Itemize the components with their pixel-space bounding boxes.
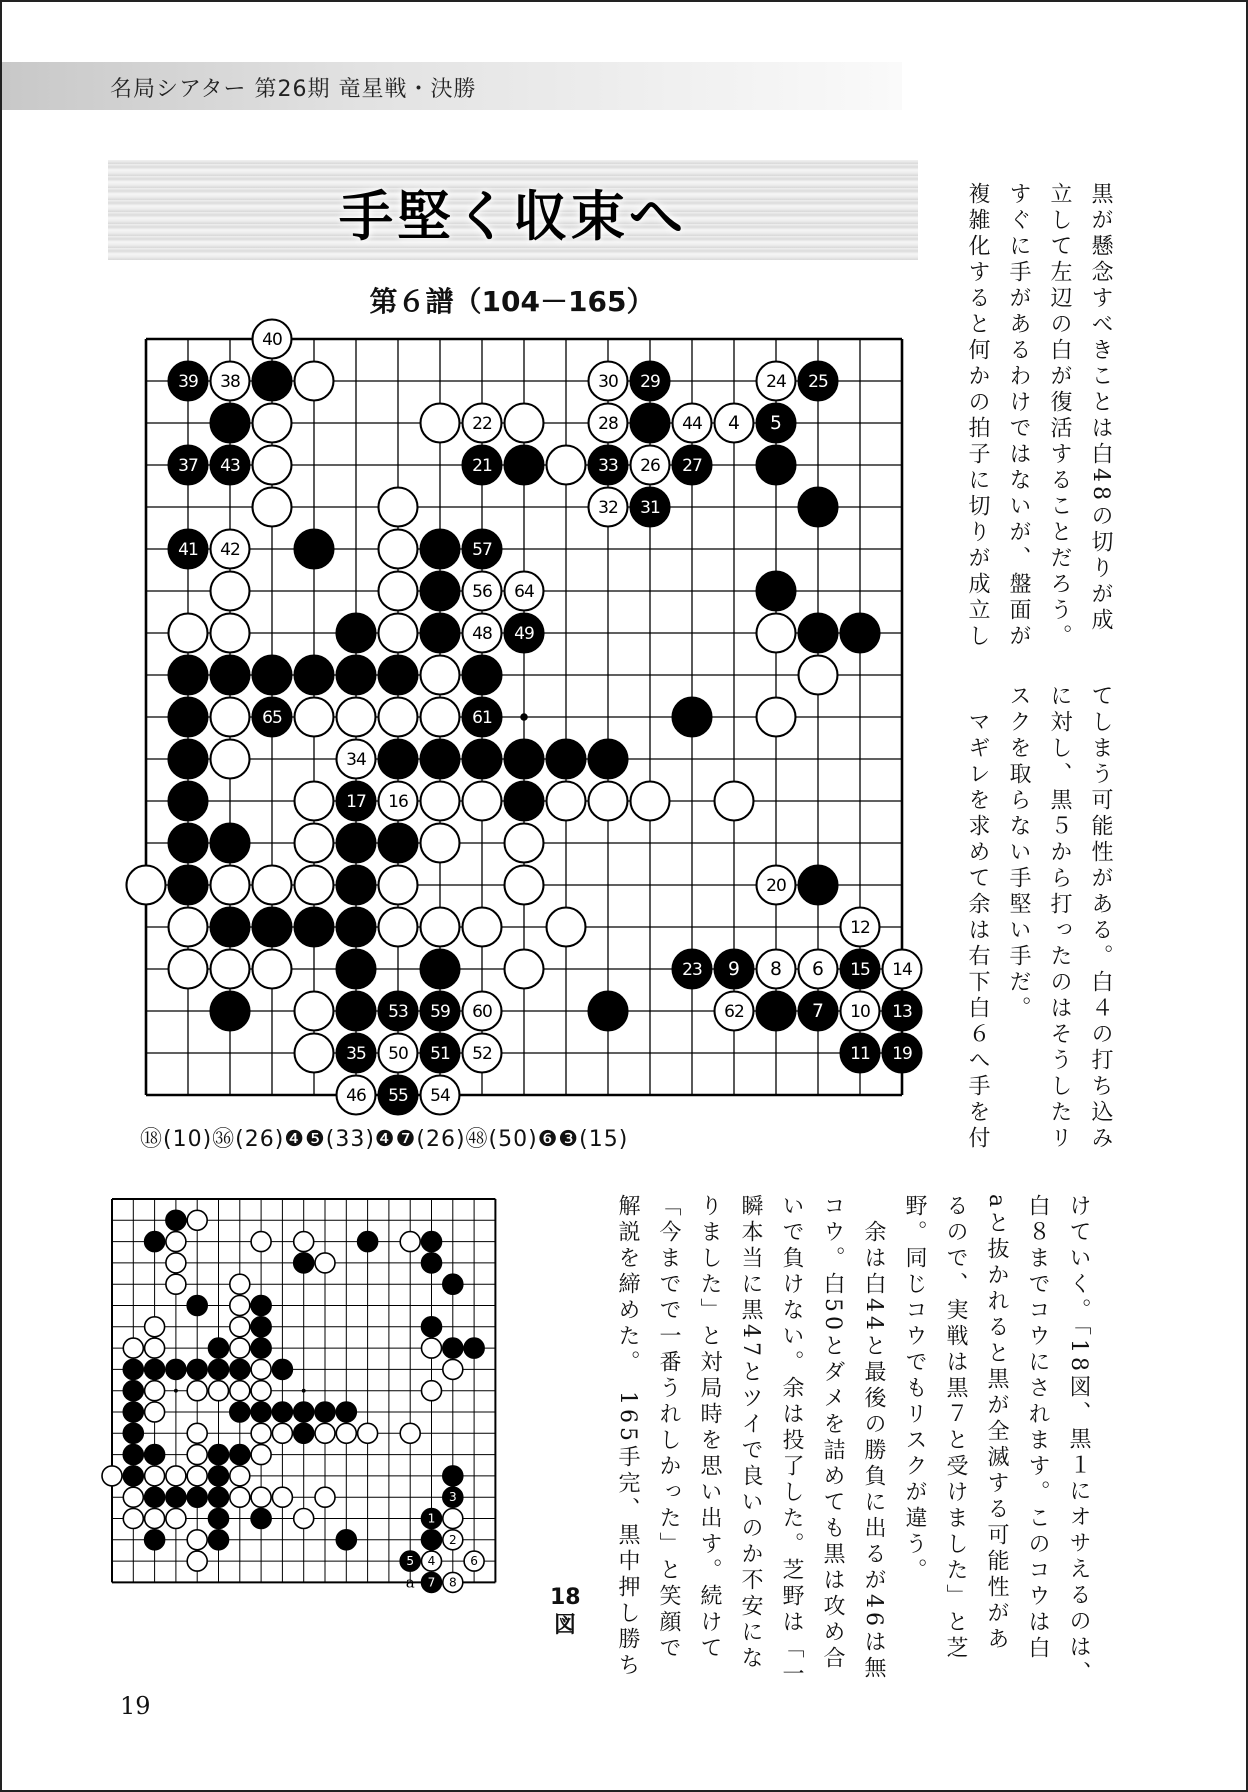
main-board-move-number: 43 xyxy=(220,456,240,477)
ref-board-white-stone xyxy=(230,1274,250,1294)
main-board-move-number: 15 xyxy=(850,960,870,981)
ref-board-black-stone xyxy=(209,1530,229,1550)
ref-board-white-stone xyxy=(145,1338,165,1358)
ref-board-black-stone xyxy=(123,1402,143,1422)
figure-18-label: 18図 xyxy=(550,1585,581,1638)
main-board-move-number: 41 xyxy=(178,540,198,561)
ref-board-white-stone xyxy=(336,1423,356,1443)
main-board-move-number: 51 xyxy=(430,1044,450,1065)
main-board-move-number: 19 xyxy=(892,1044,912,1065)
main-board-move-number: 23 xyxy=(682,960,702,981)
ref-board-white-stone xyxy=(230,1296,250,1316)
commentary-column-2: てしまう可能性がある。白４の打ち込み に対し、黒５から打ったのはそうしたリ スクを取らない手堅い手だ。 マギレを求めて余は右下白６へ手を付 xyxy=(965,684,1113,1152)
ref-board-white-stone xyxy=(230,1381,250,1401)
ref-board-black-stone xyxy=(123,1466,143,1486)
main-board-move-number: 57 xyxy=(472,540,492,561)
main-board-move-number: 9 xyxy=(728,959,740,981)
header-text: 名局シアター 第26期 竜星戦・決勝 xyxy=(110,77,477,102)
main-board-move-number: 38 xyxy=(220,372,240,393)
ref-board-white-stone xyxy=(251,1359,271,1379)
ref-board-black-stone xyxy=(145,1359,165,1379)
ref-board-star-point xyxy=(302,1389,306,1393)
section-title: 手堅く収束へ xyxy=(339,185,687,248)
ref-board-white-stone xyxy=(251,1232,271,1252)
ref-board-move-number: 7 xyxy=(427,1575,436,1590)
main-board-move-number: 61 xyxy=(472,708,492,729)
ref-board-move-number: 5 xyxy=(406,1554,415,1569)
ref-board-point-label: a xyxy=(405,1573,415,1592)
main-board-move-number: 22 xyxy=(472,414,492,435)
ref-board-white-stone xyxy=(102,1466,122,1486)
ref-board-black-stone xyxy=(145,1487,165,1507)
ref-board-white-stone xyxy=(187,1466,207,1486)
ref-board-white-stone xyxy=(443,1509,463,1529)
main-board-move-number: 46 xyxy=(346,1086,366,1107)
main-board-move-number: 56 xyxy=(472,582,492,603)
ref-board-white-stone xyxy=(251,1487,271,1507)
ref-board-black-stone xyxy=(209,1359,229,1379)
ref-board-white-stone xyxy=(166,1509,186,1529)
ref-board-move-number: 1 xyxy=(427,1511,436,1526)
main-board-move-number: 33 xyxy=(598,456,618,477)
caption-text: ⑱(10)㊱(26)❹❺(33)❹❼(26)㊽(50)❻❸(15) xyxy=(140,1127,629,1152)
ref-board-white-stone xyxy=(187,1445,207,1465)
ref-board-black-stone xyxy=(123,1423,143,1443)
ref-board-white-stone xyxy=(123,1338,143,1358)
ref-board-white-stone xyxy=(272,1487,292,1507)
ref-board-black-stone xyxy=(336,1402,356,1422)
main-board-move-number: 40 xyxy=(262,330,282,351)
ref-board-black-stone xyxy=(294,1423,314,1443)
ref-board-black-stone xyxy=(272,1359,292,1379)
ref-board-white-stone xyxy=(443,1359,463,1379)
main-board-move-number: 30 xyxy=(598,372,618,393)
ref-board-black-stone xyxy=(294,1402,314,1422)
main-board-move-number: 25 xyxy=(808,372,828,393)
main-board-move-number: 48 xyxy=(472,624,492,645)
ref-board-white-stone xyxy=(294,1232,314,1252)
ref-board-black-stone xyxy=(145,1232,165,1252)
main-board-move-number: 4 xyxy=(728,413,740,435)
commentary-column-3: けていく。「18図、黒１にオサえるのは、 白８までコウにされます。このコウは白 aと抜かれると黒が全滅する可能性があ るので、実戦は黒７と受けました」と芝 野。同じコウでもリスクが違う。 余は白44と最後の勝負に出るが46は無 コウ。白50とダメを詰めても黒は攻め合 いで負けない。余は投了した。芝野は「一 瞬本当に黒47とツイで良いのか不安にな りました」と対局時を思い出す。続けて 「今までで一番うれしかった」と笑顔で 解説を締めた。 165手完、黒中押し勝ち xyxy=(615,1194,1091,1688)
ref-board-black-stone xyxy=(315,1402,335,1422)
ref-board-white-stone xyxy=(230,1338,250,1358)
main-board-move-number: 49 xyxy=(514,624,534,645)
ref-board-black-stone xyxy=(422,1530,442,1550)
main-board-move-number: 11 xyxy=(850,1044,870,1065)
ref-board-white-stone xyxy=(400,1232,420,1252)
main-board-move-number: 44 xyxy=(682,414,702,435)
ref-board-black-stone xyxy=(443,1466,463,1486)
ref-board-black-stone xyxy=(230,1445,250,1465)
main-board-move-number: 28 xyxy=(598,414,618,435)
ref-board-black-stone xyxy=(464,1338,484,1358)
ref-board-black-stone xyxy=(336,1530,356,1550)
ref-board-white-stone xyxy=(400,1423,420,1443)
ref-board-black-stone xyxy=(209,1487,229,1507)
main-board-move-number: 24 xyxy=(766,372,786,393)
ref-board-black-stone xyxy=(209,1338,229,1358)
main-board-move-number: 10 xyxy=(850,1002,870,1023)
main-board-move-number: 17 xyxy=(346,792,366,813)
ref-board-white-stone xyxy=(230,1317,250,1337)
main-board-move-number: 62 xyxy=(724,1002,744,1023)
ref-board-white-stone xyxy=(230,1487,250,1507)
ref-board-black-stone xyxy=(422,1232,442,1252)
ref-board-white-stone xyxy=(145,1509,165,1529)
commentary-column-1: 黒が懸念すべきことは白48の切りが成 立して左辺の白が復活することだろう。 すぐに手があるわけではないが、盤面が 複雑化すると何かの拍子に切りが成立し xyxy=(965,182,1113,650)
ref-board-white-stone xyxy=(166,1232,186,1252)
ref-board-black-stone xyxy=(230,1402,250,1422)
ref-board-white-stone xyxy=(315,1487,335,1507)
ref-board-black-stone xyxy=(358,1232,378,1252)
ref-board-white-stone xyxy=(358,1423,378,1443)
ref-board-star-point xyxy=(174,1389,178,1393)
ref-board-black-stone xyxy=(123,1381,143,1401)
ref-board-black-stone xyxy=(294,1253,314,1273)
main-board-move-number: 27 xyxy=(682,456,702,477)
ref-board-white-stone xyxy=(187,1381,207,1401)
ref-board-white-stone xyxy=(315,1423,335,1443)
main-board-move-number: 32 xyxy=(598,498,618,519)
ref-board-black-stone xyxy=(209,1466,229,1486)
ref-board-black-stone xyxy=(187,1487,207,1507)
main-board-move-number: 13 xyxy=(892,1002,912,1023)
main-board-move-number: 8 xyxy=(770,959,782,981)
ref-board-white-stone xyxy=(294,1509,314,1529)
ref-board-white-stone xyxy=(187,1423,207,1443)
main-board-move-number: 34 xyxy=(346,750,366,771)
ref-board-white-stone xyxy=(123,1509,143,1529)
ref-board-black-stone xyxy=(251,1338,271,1358)
main-board-move-number: 14 xyxy=(892,960,912,981)
ref-board-black-stone xyxy=(145,1445,165,1465)
main-board-move-number: 6 xyxy=(812,959,824,981)
main-board-move-number: 50 xyxy=(388,1044,408,1065)
ref-board-white-stone xyxy=(251,1381,271,1401)
ref-board-white-stone xyxy=(187,1530,207,1550)
main-board-move-number: 7 xyxy=(812,1001,824,1023)
main-board-move-number: 59 xyxy=(430,1002,450,1023)
main-board-move-number: 52 xyxy=(472,1044,492,1065)
main-board-move-number: 21 xyxy=(472,456,492,477)
main-board-move-number: 12 xyxy=(850,918,870,939)
ref-board-black-stone xyxy=(443,1274,463,1294)
record-label: 第６譜（104－165） xyxy=(369,285,655,318)
ref-board-black-stone xyxy=(251,1402,271,1422)
main-board-move-number: 39 xyxy=(178,372,198,393)
ref-board-white-stone xyxy=(145,1466,165,1486)
ref-board-white-stone xyxy=(145,1317,165,1337)
ref-board-white-stone xyxy=(251,1423,271,1443)
ref-board-black-stone xyxy=(209,1509,229,1529)
main-board-move-number: 65 xyxy=(262,708,282,729)
ref-board-black-stone xyxy=(209,1445,229,1465)
ref-board-white-stone xyxy=(145,1381,165,1401)
main-board-move-number: 42 xyxy=(220,540,240,561)
ref-board-white-stone xyxy=(187,1551,207,1571)
ref-board-white-stone xyxy=(315,1253,335,1273)
main-board-move-number: 5 xyxy=(770,413,782,435)
ref-board-white-stone xyxy=(166,1253,186,1273)
ref-board-black-stone xyxy=(123,1359,143,1379)
ref-board-white-stone xyxy=(272,1423,292,1443)
ref-board-white-stone xyxy=(145,1402,165,1422)
ref-board-black-stone xyxy=(187,1359,207,1379)
main-board-move-number: 35 xyxy=(346,1044,366,1065)
ref-board-white-stone xyxy=(123,1487,143,1507)
ref-board-move-number: 6 xyxy=(470,1554,478,1569)
ref-board-white-stone xyxy=(230,1466,250,1486)
main-board-move-number: 37 xyxy=(178,456,198,477)
ref-board-black-stone xyxy=(443,1338,463,1358)
ref-board-white-stone xyxy=(251,1445,271,1465)
main-board-move-number: 29 xyxy=(640,372,660,393)
ref-board-white-stone xyxy=(166,1274,186,1294)
ref-board-move-number: 8 xyxy=(448,1575,457,1590)
ref-board-black-stone xyxy=(123,1445,143,1465)
ref-board-black-stone xyxy=(251,1296,271,1316)
ref-board-black-stone xyxy=(272,1402,292,1422)
main-board-move-number: 54 xyxy=(430,1086,450,1107)
ref-board-white-stone xyxy=(187,1210,207,1230)
ref-board-black-stone xyxy=(166,1487,186,1507)
ref-board-black-stone xyxy=(166,1210,186,1230)
ref-board-move-number: 2 xyxy=(448,1532,457,1547)
ref-board-black-stone xyxy=(251,1317,271,1337)
main-board-move-number: 55 xyxy=(388,1086,408,1107)
ref-board-black-stone xyxy=(187,1296,207,1316)
ref-board-white-stone xyxy=(422,1338,442,1358)
ref-board-move-number: 4 xyxy=(427,1554,436,1569)
ref-board-black-stone xyxy=(422,1317,442,1337)
main-board-move-number: 64 xyxy=(514,582,534,603)
ref-board-white-stone xyxy=(209,1381,229,1401)
ref-board-black-stone xyxy=(166,1359,186,1379)
ref-board-black-stone xyxy=(145,1530,165,1550)
ref-board-white-stone xyxy=(422,1381,442,1401)
main-board-move-number: 26 xyxy=(640,456,660,477)
ref-board-white-stone xyxy=(166,1466,186,1486)
main-board-move-number: 20 xyxy=(766,876,786,897)
ref-board-black-stone xyxy=(422,1253,442,1273)
main-board-move-number: 16 xyxy=(388,792,408,813)
ref-board-black-stone xyxy=(251,1509,271,1529)
main-board-move-number: 60 xyxy=(472,1002,492,1023)
main-board-move-number: 31 xyxy=(640,498,660,519)
ref-board-move-number: 3 xyxy=(448,1490,457,1505)
ref-board-black-stone xyxy=(230,1359,250,1379)
page-number: 19 xyxy=(120,1692,151,1720)
main-board-move-number: 53 xyxy=(388,1002,408,1023)
